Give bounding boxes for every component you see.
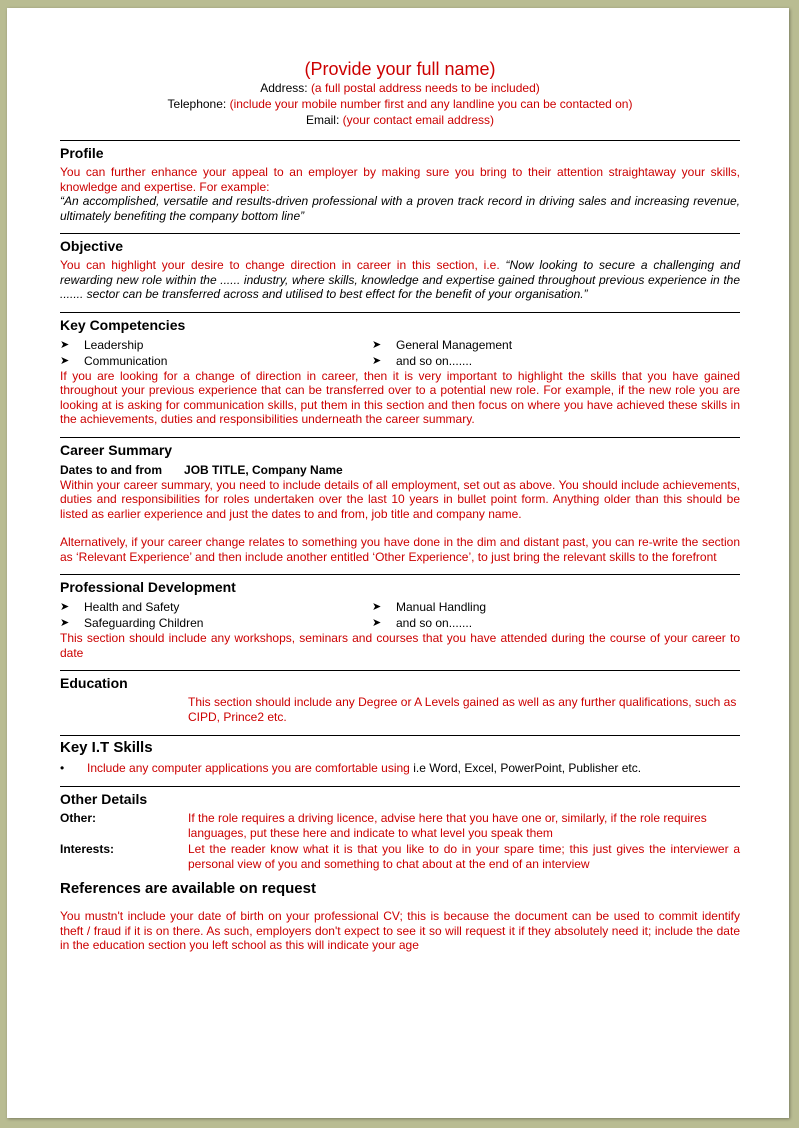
career-text-2: Alternatively, if your career change relates to something you have done in the dim and distant past, you can re-write the section as ‘Relevant Experience’ and then include another entitled ‘Other Experience’, to just bring the relevant skills to the forefront	[60, 535, 740, 564]
objective-paragraph	[60, 258, 740, 302]
other-label: Other:	[60, 811, 96, 825]
development-title: Professional Development	[60, 574, 740, 595]
arrow-bullet-icon: ➤	[60, 354, 70, 367]
references-text: You mustn't include your date of birth on your professional CV; this is because the document can be used to commit identify theft / fraud if it is on there. As such, employers don't expect to see it so will request it if they absolutely need it; include the date in the education section you left school as this will indicate your age	[60, 909, 740, 952]
objective-title: Objective	[60, 233, 740, 254]
profile-quote: “An accomplished, versatile and results-driven professional with a proven track record in driving sales and increasing revenue, ultimately benefiting the company bottom line”	[60, 194, 740, 223]
references-section	[60, 877, 740, 953]
career-section	[60, 437, 740, 565]
address-line	[60, 80, 740, 96]
cv-header	[60, 58, 740, 128]
list-item: ➤ and so on.......	[372, 616, 473, 630]
career-text-1: Within your career summary, you need to include details of all employment, set out as above. You should include achievements, duties and responsibilities for roles undertaken over the last 10 years in bullet point form. Anything older than this should be listed as earlier experience and just the dates to and from, job title and company name.	[60, 477, 740, 521]
telephone-line	[60, 96, 740, 112]
other-section	[60, 786, 740, 871]
interests-label: Interests:	[60, 842, 115, 856]
other-title: Other Details	[60, 786, 740, 807]
arrow-bullet-icon: ➤	[372, 601, 382, 613]
list-item: ➤ Health and Safety	[60, 600, 180, 614]
development-section	[60, 574, 740, 660]
competencies-list	[60, 337, 740, 369]
address-label: Address:	[260, 81, 308, 95]
interests-text: Let the reader know what it is that you like to do in your spare time; this just gives the interviewer a personal view of you and something to chat about at the end of an interview	[188, 842, 740, 871]
career-title: Career Summary	[60, 437, 740, 458]
bullet-dot-icon: •	[60, 761, 65, 775]
it-skills-text-black: i.e Word, Excel, PowerPoint, Publisher etc.	[413, 761, 642, 775]
competencies-section	[60, 312, 740, 427]
list-item: ➤ Leadership	[60, 337, 144, 352]
email-line	[60, 112, 740, 128]
references-title: References are available on request	[60, 880, 316, 897]
list-item: ➤ Manual Handling	[372, 600, 487, 614]
objective-section	[60, 233, 740, 302]
document-page	[7, 8, 789, 1118]
career-dates-line	[60, 462, 740, 478]
career-dates: Dates to and from	[60, 462, 163, 477]
other-text: If the role requires a driving licence, advise here that you have one or, similarly, if the role requires languages, put these here and indicate to what level you speak them	[188, 811, 707, 840]
address-value: (a full postal address needs to be included)	[310, 81, 540, 95]
arrow-bullet-icon: ➤	[60, 601, 70, 613]
career-job: JOB TITLE, Company Name	[184, 462, 343, 477]
list-item: ➤ General Management	[372, 337, 513, 352]
other-row	[60, 811, 740, 840]
email-label: Email:	[305, 113, 340, 127]
cv-content	[60, 58, 740, 953]
education-title: Education	[60, 670, 740, 691]
development-text: This section should include any workshops, seminars and courses that you have attended during the course of your career to date	[60, 631, 740, 660]
it-skills-item	[60, 760, 740, 776]
arrow-bullet-icon: ➤	[372, 338, 382, 351]
list-item: ➤ and so on.......	[372, 353, 473, 368]
it-skills-section	[60, 735, 740, 776]
arrow-bullet-icon: ➤	[60, 617, 70, 629]
education-text: This section should include any Degree or A Levels gained as well as any further qualifications, such as CIPD, Prince2 etc.	[188, 695, 737, 724]
email-value: (your contact email address)	[342, 113, 495, 127]
telephone-value: (include your mobile number first and any landline you can be contacted on)	[229, 97, 633, 111]
profile-text: You can further enhance your appeal to an employer by making sure you bring to their attention straightaway your skills, knowledge and expertise. For example:	[60, 165, 740, 194]
arrow-bullet-icon: ➤	[372, 617, 382, 629]
full-name: (Provide your full name)	[304, 59, 496, 79]
it-skills-text-red: Include any computer applications you are comfortable using	[87, 761, 410, 775]
competencies-text: If you are looking for a change of direction in career, then it is very important to highlight the skills that you have gained throughout your previous experience that can be transferred over to a potential new role. For example, if the new role you are looking at is asking for communication skills, put them in this section and then focus on where you have achieved these skills in the achievements, duties and responsibilities underneath the career summary.	[60, 368, 740, 426]
education-section	[60, 670, 740, 725]
profile-section	[60, 140, 740, 223]
it-skills-title: Key I.T Skills	[60, 735, 740, 756]
objective-quote: “Now looking to secure a challenging and rewarding new role within the ...... industry, where skills, knowledge and expertise gained throughout previous experience in the ....... sector can be transferred across and utilised to best effect for the benefit of your organisation.”	[60, 258, 740, 301]
arrow-bullet-icon: ➤	[60, 338, 70, 351]
telephone-label: Telephone:	[167, 97, 227, 111]
objective-text: You can highlight your desire to change direction in career in this section, i.e.	[60, 258, 500, 272]
profile-title: Profile	[60, 140, 740, 161]
list-item: ➤ Safeguarding Children	[60, 616, 204, 630]
list-item: ➤ Communication	[60, 353, 168, 368]
competencies-title: Key Competencies	[60, 312, 740, 333]
development-list	[60, 599, 740, 631]
interests-row	[60, 842, 740, 871]
arrow-bullet-icon: ➤	[372, 354, 382, 367]
